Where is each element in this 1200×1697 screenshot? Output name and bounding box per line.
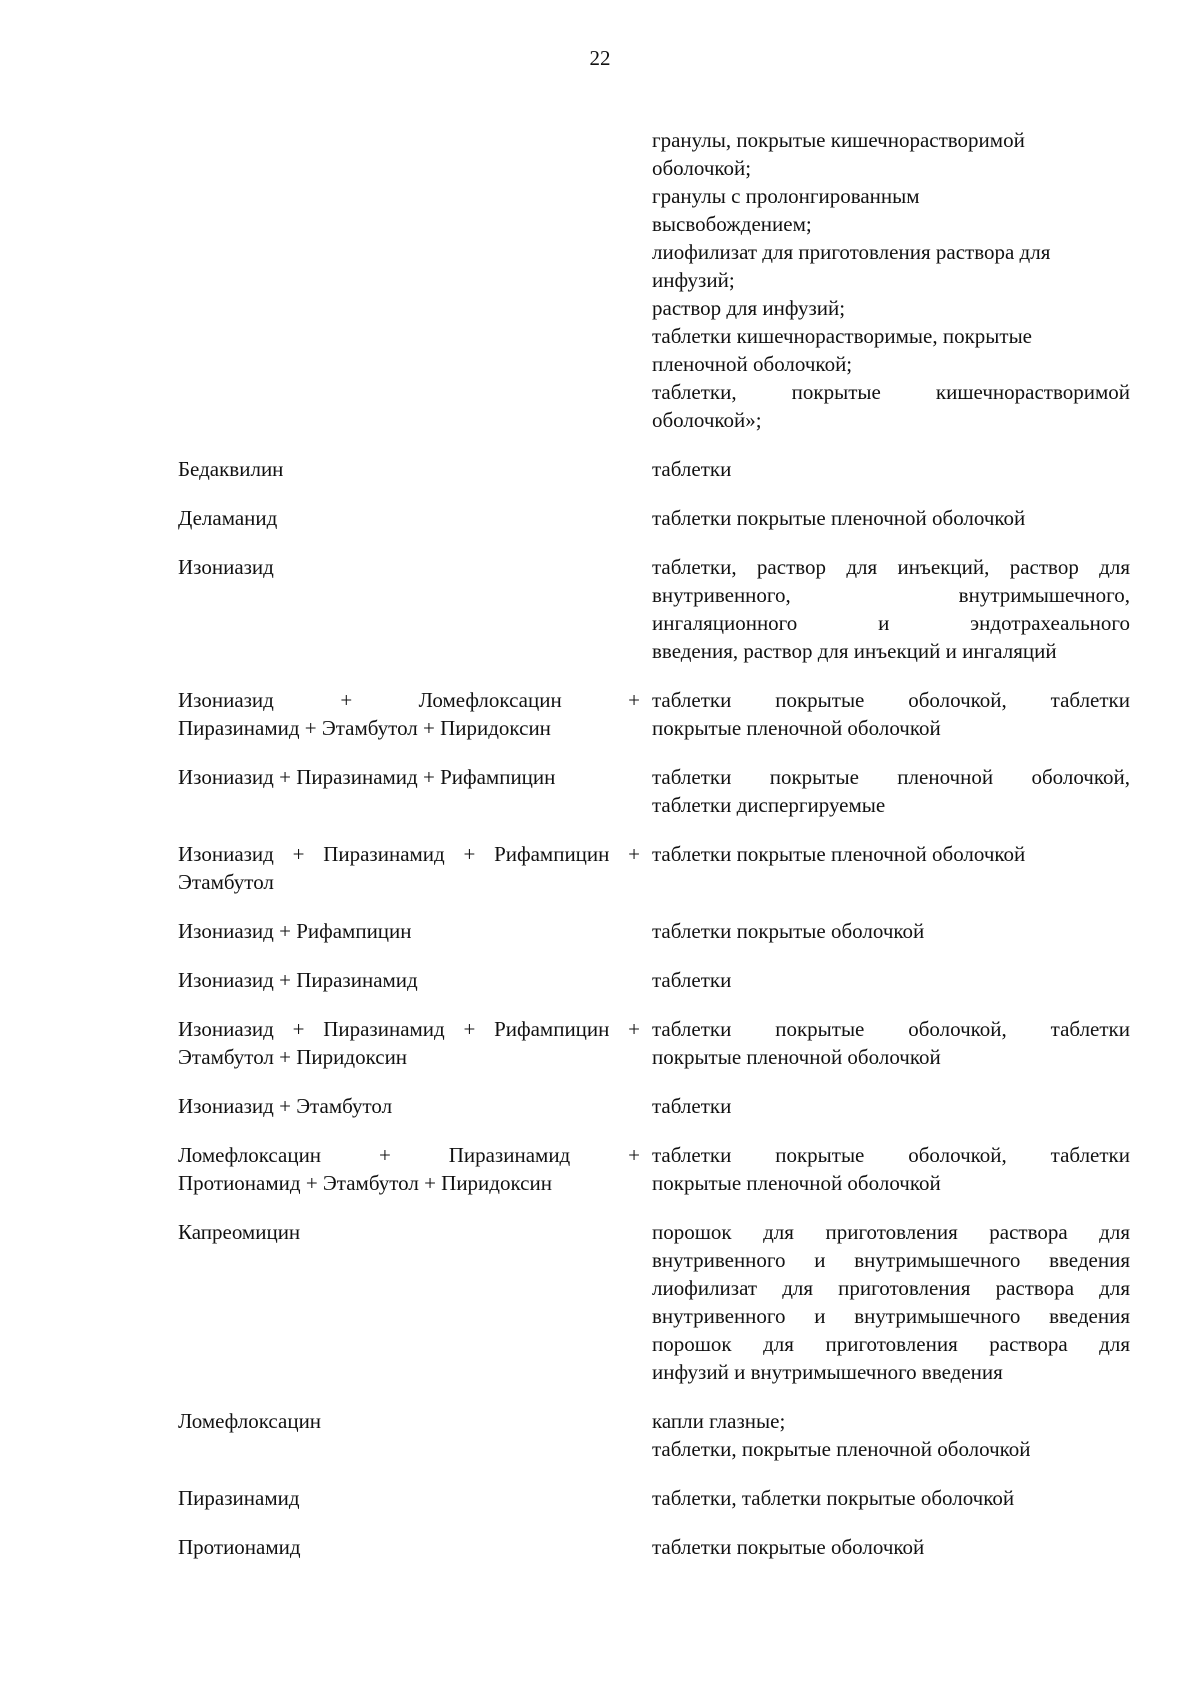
drug-row [178,455,1130,483]
drug-row [178,917,1130,945]
dosage-form-line: таблетки, таблетки покрытые оболочкой [652,1486,1015,1510]
drug-name-line: Изониазид + Пиразинамид + Рифампицин + [178,1017,640,1041]
dosage-form-line: таблетки диспергируемые [652,793,886,817]
continuation-line: лиофилизат для приготовления раствора для [652,240,1051,264]
dosage-form-line: таблетки покрытые пленочной оболочкой [652,506,1026,530]
dosage-form [652,1407,1130,1463]
dosage-form-line: таблетки, покрытые пленочной оболочкой [652,1437,1031,1461]
dosage-form-line: покрытые пленочной оболочкой [652,716,941,740]
continuation-line: гранулы, покрытые кишечнорастворимой [652,128,1025,152]
drug-name-line: Изониазид + Ломефлоксацин + [178,688,640,712]
drug-name [178,763,640,791]
drug-name-line: Изониазид [178,555,274,579]
drug-name-line: Изониазид + Пиразинамид [178,968,418,992]
drug-name [178,1533,640,1561]
dosage-form-line: порошок для приготовления раствора для [652,1220,1130,1244]
drug-name-line: Изониазид + Пиразинамид + Рифампицин [178,765,556,789]
dosage-form [652,1015,1130,1071]
continuation-line: инфузий; [652,268,735,292]
drug-name-line: Изониазид + Пиразинамид + Рифампицин + [178,842,640,866]
drug-name [178,840,640,896]
drug-row [178,966,1130,994]
drug-row [178,1092,1130,1120]
drug-name [178,1015,640,1071]
dosage-form-line: таблетки покрытые оболочкой, таблетки [652,688,1130,712]
dosage-form-line: покрытые пленочной оболочкой [652,1045,941,1069]
drug-name-line: Деламанид [178,506,278,530]
dosage-form [652,504,1130,532]
dosage-form [652,1092,1130,1120]
drug-name-line: Пиразинамид [178,1486,300,1510]
dosage-form-line: таблетки, раствор для инъекций, раствор для [652,555,1130,579]
drug-row [178,763,1130,819]
dosage-form [652,455,1130,483]
dosage-form [652,917,1130,945]
dosage-form-line: таблетки [652,968,732,992]
drug-row [178,1141,1130,1197]
dosage-form [652,840,1130,868]
dosage-form-line: капли глазные; [652,1409,786,1433]
dosage-form-line: покрытые пленочной оболочкой [652,1171,941,1195]
dosage-form [652,1533,1130,1561]
dosage-form-line: таблетки покрытые оболочкой [652,1535,925,1559]
dosage-form-line: таблетки покрытые оболочкой, таблетки [652,1143,1130,1167]
dosage-form-line: введения, раствор для инъекций и ингаляций [652,639,1057,663]
drug-name [178,455,640,483]
drug-name [178,917,640,945]
continuation-line: высвобождением; [652,212,812,236]
drug-name-line: Изониазид + Этамбутол [178,1094,393,1118]
continuation-line: гранулы с пролонгированным [652,184,920,208]
drug-row [178,553,1130,665]
drug-name [178,1407,640,1435]
continuation-line: таблетки кишечнорастворимые, покрытые [652,324,1032,348]
dosage-form-line: ингаляционного и эндотрахеального [652,611,1130,635]
dosage-form-line: таблетки покрытые пленочной оболочкой, [652,765,1130,789]
continuation-line: пленочной оболочкой; [652,352,853,376]
dosage-form [652,1484,1130,1512]
drug-row [178,504,1130,532]
drug-name-line: Бедаквилин [178,457,284,481]
drug-name [178,1141,640,1197]
drug-name-line: Ломефлоксацин + Пиразинамид + [178,1143,640,1167]
dosage-form [652,966,1130,994]
dosage-form-line: внутривенного и внутримышечного введения [652,1304,1130,1328]
drug-list [178,126,1130,1582]
drug-row [178,686,1130,742]
drug-row [178,1533,1130,1561]
drug-name-line: Изониазид + Рифампицин [178,919,412,943]
drug-name [178,1484,640,1512]
continuation-line: таблетки, покрытые кишечнорастворимой [652,380,1130,404]
continued-dosage-forms [652,126,1130,434]
drug-row [178,840,1130,896]
dosage-form [652,1218,1130,1386]
drug-name [178,504,640,532]
drug-row [178,1218,1130,1386]
drug-name [178,966,640,994]
dosage-form-line: таблетки [652,1094,732,1118]
dosage-form-line: порошок для приготовления раствора для [652,1332,1130,1356]
dosage-form-line: таблетки [652,457,732,481]
drug-name-line: Протионамид [178,1535,301,1559]
drug-row [178,1015,1130,1071]
page-number: 22 [589,46,611,70]
drug-name-line: Пиразинамид + Этамбутол + Пиридоксин [178,716,551,740]
drug-name-line: Этамбутол + Пиридоксин [178,1045,408,1069]
dosage-form-line: внутривенного и внутримышечного введения [652,1248,1130,1272]
continuation-line: оболочкой»; [652,408,762,432]
dosage-form-line: таблетки покрытые пленочной оболочкой [652,842,1026,866]
drug-name [178,1218,640,1246]
dosage-form-line: таблетки покрытые оболочкой, таблетки [652,1017,1130,1041]
dosage-form [652,1141,1130,1197]
dosage-form [652,553,1130,665]
dosage-form-line: внутривенного, внутримышечного, [652,583,1130,607]
dosage-form-line: таблетки покрытые оболочкой [652,919,925,943]
dosage-form [652,686,1130,742]
dosage-form [652,763,1130,819]
drug-name [178,686,640,742]
dosage-form-line: инфузий и внутримышечного введения [652,1360,1003,1384]
continuation-line: оболочкой; [652,156,752,180]
drug-row [178,1407,1130,1463]
drug-name-line: Этамбутол [178,870,274,894]
drug-row [178,1484,1130,1512]
drug-name [178,553,640,581]
drug-name [178,1092,640,1120]
dosage-form-line: лиофилизат для приготовления раствора для [652,1276,1130,1300]
drug-rows [178,455,1130,1561]
continuation-line: раствор для инфузий; [652,296,846,320]
drug-name-line: Капреомицин [178,1220,301,1244]
drug-name-line: Протионамид + Этамбутол + Пиридоксин [178,1171,552,1195]
drug-name-line: Ломефлоксацин [178,1409,322,1433]
